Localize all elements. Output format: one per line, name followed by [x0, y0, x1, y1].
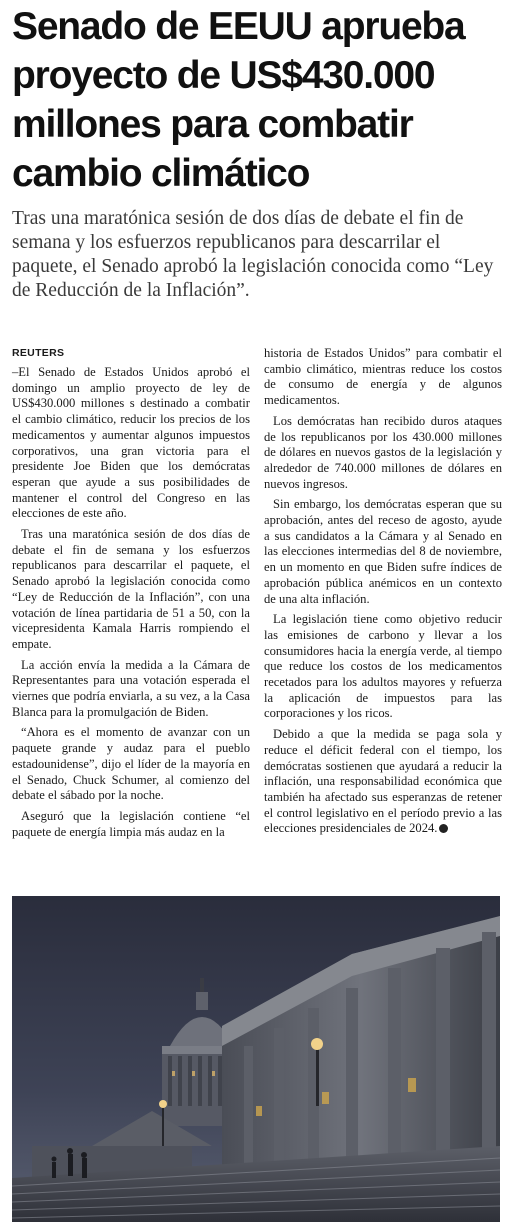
- paragraph: Sin embargo, los demócratas esperan que su aprobación, antes del receso de agosto, ayude a sus candidatos a la Cámara y al Senado en las elecciones intermedias del 8 de noviembre, en un momento en que Biden sufre índices de aprobación pública anémicos en un contexto de una alta inflación.: [264, 497, 502, 606]
- article-headline: Senado de EEUU aprueba proyecto de US$430.000 millones para combatir cambio climático: [12, 5, 465, 195]
- paragraph-last-text: Debido a que la medida se paga sola y reduce el déficit federal con el tiempo, los demócratas sostienen que ayudará a reducir la inflación, una responsabilidad económica que también ha afectado sus esperanzas de retener el control legislativo en el período previo a las elecciones presidenciales de 2024.: [264, 727, 502, 836]
- paragraph-last: [264, 727, 502, 837]
- paragraph: Tras una maratónica sesión de dos días de debate el fin de semana y los esfuerzos republicanos para descarrilar el paquete, el Senado aprobó la legislación conocida como “Ley de Reducción de la Inflación”, con una votación de línea partidaria de 51 a 50, con la vicepresidenta Kamala Harris rompiendo el empate.: [12, 527, 250, 651]
- paragraph: Los demócratas han recibido duros ataques de los republicanos por los 430.000 millones de dólares en nuevos gastos de la legislación y alrededor de 740.000 millones de dólares en nuevos ingresos.: [264, 413, 502, 491]
- paragraph: –El Senado de Estados Unidos aprobó el domingo un amplio proyecto de ley de US$430.000 millones s destinado a combatir el cambio climático, reducir los precios de los medicamentos y aumentar algunos impuestos corporativos, una gran victoria para el presidente Joe Biden que los demócratas esperan que ayude a sus posibilidades de mantener el control del Congreso en las elecciones de este año.: [12, 365, 250, 521]
- paragraph: La acción envía la medida a la Cámara de Representantes para una votación esperada el viernes que podría enviarla, a su vez, a la Casa Blanca para la promulgación de Biden.: [12, 657, 250, 719]
- capitol-photo-illustration: [12, 896, 500, 1222]
- paragraph: Aseguró que la legislación contiene “el paquete de energía limpia más audaz en la: [12, 808, 250, 839]
- article-byline: REUTERS: [12, 347, 65, 359]
- article-column-1: [12, 346, 250, 882]
- paragraph: La legislación tiene como objetivo reducir las emisiones de carbono y llevar a los consumidores hacia la energía verde, al tiempo que reduce los costos de los medicamentos recetados para los adultos mayores y refuerza la aplicación de impuestos para las corporaciones y los ricos.: [264, 612, 502, 721]
- article-body: [12, 346, 502, 882]
- paragraph: historia de Estados Unidos” para combatir el cambio climático, mientras reduce los costos de consumo de energía y de algunos medicamentos.: [264, 346, 502, 408]
- capitol-photo: [12, 896, 500, 1222]
- article-column-2: [264, 346, 502, 882]
- end-of-article-mark-icon: [439, 824, 448, 833]
- article-dek: Tras una maratónica sesión de dos días de debate el fin de semana y los esfuerzos republicanos para descarrilar el paquete, el Senado aprobó la legislación conocida como “Ley de Reducción de la Inflación”.: [12, 208, 494, 301]
- paragraph: “Ahora es el momento de avanzar con un paquete grande y audaz para el pueblo estadounidense”, dijo el líder de la mayoría en el Senado, Chuck Schumer, al comienzo del debate el sábado por la noche.: [12, 725, 250, 803]
